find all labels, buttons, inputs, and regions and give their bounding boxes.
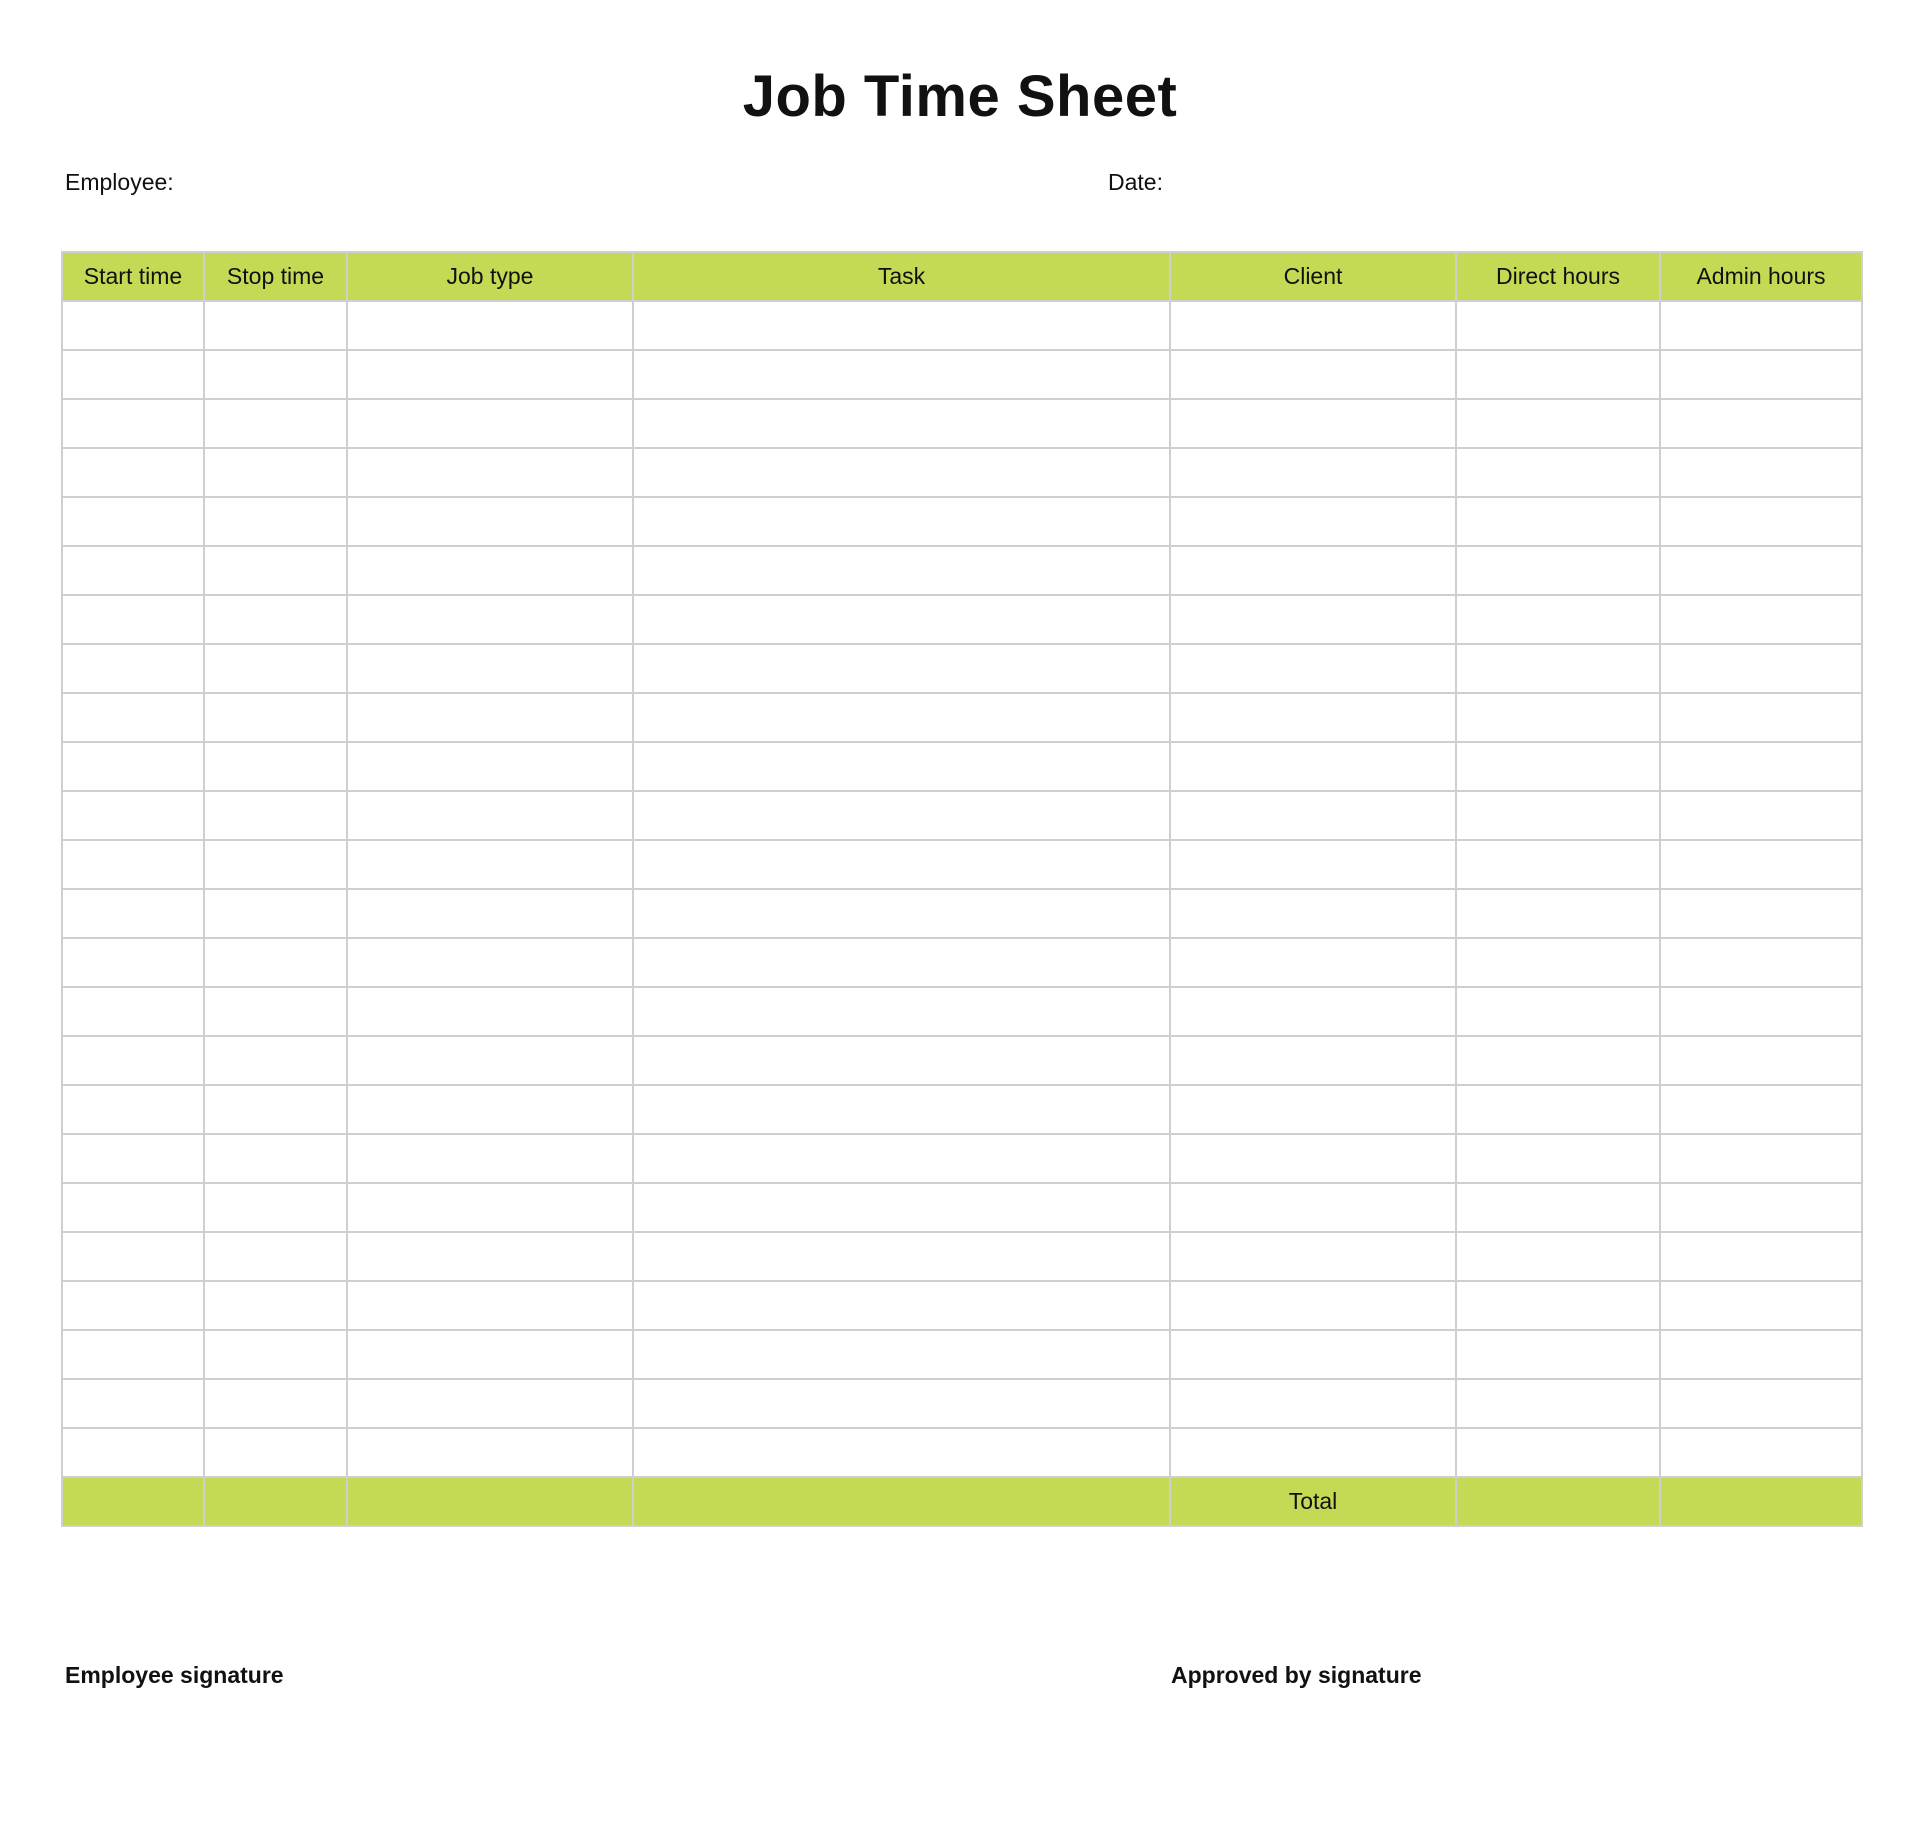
cell-job-type[interactable] [347,1330,633,1379]
cell-job-type[interactable] [347,595,633,644]
cell-stop-time[interactable] [204,693,347,742]
cell-job-type[interactable] [347,546,633,595]
cell-direct-hours[interactable] [1456,742,1660,791]
cell-direct-hours[interactable] [1456,595,1660,644]
cell-direct-hours[interactable] [1456,1428,1660,1477]
cell-start-time[interactable] [62,497,204,546]
cell-client[interactable] [1170,546,1456,595]
cell-start-time[interactable] [62,644,204,693]
cell-client[interactable] [1170,693,1456,742]
cell-job-type[interactable] [347,791,633,840]
cell-start-time[interactable] [62,938,204,987]
column-header-job-type: Job type [347,252,633,301]
cell-task[interactable] [633,301,1170,350]
column-header-start-time: Start time [62,252,204,301]
cell-direct-hours[interactable] [1456,1379,1660,1428]
table-row [62,791,1862,840]
cell-client[interactable] [1170,938,1456,987]
cell-stop-time[interactable] [204,546,347,595]
cell-task[interactable] [633,448,1170,497]
cell-direct-hours[interactable] [1456,693,1660,742]
cell-task[interactable] [633,497,1170,546]
cell-start-time[interactable] [62,693,204,742]
cell-direct-hours[interactable] [1456,1183,1660,1232]
cell-job-type[interactable] [347,1036,633,1085]
cell-admin-hours[interactable] [1660,1281,1862,1330]
table-row [62,644,1862,693]
cell-stop-time[interactable] [204,1379,347,1428]
cell-task[interactable] [633,595,1170,644]
cell-job-type[interactable] [347,1281,633,1330]
column-header-admin-hours: Admin hours [1660,252,1862,301]
table-row [62,938,1862,987]
table-row [62,1428,1862,1477]
cell-job-type[interactable] [347,448,633,497]
cell-client[interactable] [1170,791,1456,840]
cell-task[interactable] [633,350,1170,399]
cell-client[interactable] [1170,987,1456,1036]
cell-client[interactable] [1170,1085,1456,1134]
total-cell-stop-time [204,1477,347,1526]
cell-start-time[interactable] [62,1428,204,1477]
cell-client[interactable] [1170,1036,1456,1085]
table-row [62,1183,1862,1232]
cell-start-time[interactable] [62,301,204,350]
cell-stop-time[interactable] [204,448,347,497]
cell-job-type[interactable] [347,399,633,448]
cell-admin-hours[interactable] [1660,497,1862,546]
cell-direct-hours[interactable] [1456,840,1660,889]
cell-task[interactable] [633,1085,1170,1134]
cell-start-time[interactable] [62,791,204,840]
cell-direct-hours[interactable] [1456,350,1660,399]
cell-stop-time[interactable] [204,1085,347,1134]
cell-direct-hours[interactable] [1456,889,1660,938]
table-body [62,301,1862,1477]
cell-admin-hours[interactable] [1660,742,1862,791]
total-row [62,1477,1862,1526]
cell-task[interactable] [633,1036,1170,1085]
employee-signature-label: Employee signature [65,1662,284,1688]
total-label: Total [1170,1477,1456,1526]
cell-start-time[interactable] [62,546,204,595]
cell-client[interactable] [1170,350,1456,399]
cell-direct-hours[interactable] [1456,399,1660,448]
column-header-client: Client [1170,252,1456,301]
cell-direct-hours[interactable] [1456,1036,1660,1085]
cell-client[interactable] [1170,448,1456,497]
cell-task[interactable] [633,1379,1170,1428]
cell-direct-hours[interactable] [1456,1134,1660,1183]
total-cell-start-time [62,1477,204,1526]
cell-task[interactable] [633,987,1170,1036]
cell-stop-time[interactable] [204,938,347,987]
cell-job-type[interactable] [347,840,633,889]
cell-client[interactable] [1170,1281,1456,1330]
cell-admin-hours[interactable] [1660,595,1862,644]
time-sheet-table [61,251,1863,1527]
cell-direct-hours[interactable] [1456,1281,1660,1330]
cell-task[interactable] [633,938,1170,987]
cell-start-time[interactable] [62,889,204,938]
table-row [62,987,1862,1036]
cell-stop-time[interactable] [204,1183,347,1232]
cell-admin-hours[interactable] [1660,1379,1862,1428]
cell-stop-time[interactable] [204,1330,347,1379]
cell-start-time[interactable] [62,448,204,497]
cell-client[interactable] [1170,840,1456,889]
cell-task[interactable] [633,644,1170,693]
cell-stop-time[interactable] [204,840,347,889]
cell-admin-hours[interactable] [1660,1085,1862,1134]
cell-job-type[interactable] [347,350,633,399]
total-direct-hours-cell[interactable] [1456,1477,1660,1526]
cell-stop-time[interactable] [204,1281,347,1330]
cell-admin-hours[interactable] [1660,1134,1862,1183]
cell-task[interactable] [633,1281,1170,1330]
cell-client[interactable] [1170,1379,1456,1428]
cell-admin-hours[interactable] [1660,399,1862,448]
cell-admin-hours[interactable] [1660,889,1862,938]
cell-stop-time[interactable] [204,742,347,791]
cell-task[interactable] [633,1330,1170,1379]
date-label: Date: [1108,169,1163,195]
cell-stop-time[interactable] [204,1036,347,1085]
cell-admin-hours[interactable] [1660,1183,1862,1232]
cell-direct-hours[interactable] [1456,448,1660,497]
cell-job-type[interactable] [347,938,633,987]
cell-start-time[interactable] [62,399,204,448]
cell-job-type[interactable] [347,497,633,546]
cell-client[interactable] [1170,1134,1456,1183]
total-cell-task [633,1477,1170,1526]
cell-job-type[interactable] [347,1379,633,1428]
cell-start-time[interactable] [62,1183,204,1232]
cell-stop-time[interactable] [204,987,347,1036]
cell-start-time[interactable] [62,1232,204,1281]
cell-stop-time[interactable] [204,595,347,644]
table-row [62,399,1862,448]
cell-stop-time[interactable] [204,1428,347,1477]
cell-task[interactable] [633,399,1170,448]
page-title: Job Time Sheet [742,64,1178,129]
cell-direct-hours[interactable] [1456,987,1660,1036]
cell-stop-time[interactable] [204,350,347,399]
total-admin-hours-cell[interactable] [1660,1477,1862,1526]
table-row [62,1281,1862,1330]
cell-admin-hours[interactable] [1660,448,1862,497]
cell-job-type[interactable] [347,889,633,938]
cell-client[interactable] [1170,1428,1456,1477]
table-row [62,1379,1862,1428]
cell-client[interactable] [1170,742,1456,791]
table-row [62,448,1862,497]
cell-client[interactable] [1170,644,1456,693]
cell-admin-hours[interactable] [1660,1036,1862,1085]
cell-direct-hours[interactable] [1456,644,1660,693]
cell-task[interactable] [633,1428,1170,1477]
employee-label: Employee: [65,169,174,195]
total-cell-job-type [347,1477,633,1526]
cell-stop-time[interactable] [204,399,347,448]
cell-admin-hours[interactable] [1660,987,1862,1036]
approved-by-signature-label: Approved by signature [1171,1662,1422,1688]
cell-task[interactable] [633,1134,1170,1183]
cell-client[interactable] [1170,1330,1456,1379]
cell-admin-hours[interactable] [1660,1232,1862,1281]
cell-start-time[interactable] [62,987,204,1036]
cell-start-time[interactable] [62,1036,204,1085]
cell-job-type[interactable] [347,742,633,791]
column-header-task: Task [633,252,1170,301]
table-row [62,546,1862,595]
cell-job-type[interactable] [347,1428,633,1477]
cell-task[interactable] [633,546,1170,595]
cell-client[interactable] [1170,1183,1456,1232]
cell-start-time[interactable] [62,1330,204,1379]
cell-admin-hours[interactable] [1660,350,1862,399]
cell-start-time[interactable] [62,1134,204,1183]
cell-start-time[interactable] [62,1379,204,1428]
cell-start-time[interactable] [62,742,204,791]
cell-start-time[interactable] [62,1085,204,1134]
header-row [62,252,1862,301]
cell-task[interactable] [633,1232,1170,1281]
cell-direct-hours[interactable] [1456,1085,1660,1134]
cell-stop-time[interactable] [204,1232,347,1281]
cell-job-type[interactable] [347,644,633,693]
column-header-stop-time: Stop time [204,252,347,301]
cell-client[interactable] [1170,301,1456,350]
table-row [62,350,1862,399]
cell-start-time[interactable] [62,840,204,889]
cell-start-time[interactable] [62,595,204,644]
cell-direct-hours[interactable] [1456,1232,1660,1281]
table-row [62,301,1862,350]
column-header-direct-hours: Direct hours [1456,252,1660,301]
table-row [62,1085,1862,1134]
cell-stop-time[interactable] [204,644,347,693]
cell-admin-hours[interactable] [1660,301,1862,350]
cell-job-type[interactable] [347,1085,633,1134]
cell-admin-hours[interactable] [1660,693,1862,742]
cell-job-type[interactable] [347,1134,633,1183]
cell-stop-time[interactable] [204,301,347,350]
cell-job-type[interactable] [347,693,633,742]
cell-admin-hours[interactable] [1660,1330,1862,1379]
cell-client[interactable] [1170,1232,1456,1281]
table-row [62,1232,1862,1281]
table-row [62,595,1862,644]
cell-job-type[interactable] [347,1232,633,1281]
cell-direct-hours[interactable] [1456,1330,1660,1379]
cell-client[interactable] [1170,399,1456,448]
cell-job-type[interactable] [347,1183,633,1232]
table-row [62,840,1862,889]
table-row [62,1036,1862,1085]
cell-admin-hours[interactable] [1660,840,1862,889]
table-row [62,742,1862,791]
table-row [62,889,1862,938]
cell-admin-hours[interactable] [1660,791,1862,840]
cell-direct-hours[interactable] [1456,301,1660,350]
cell-job-type[interactable] [347,987,633,1036]
cell-direct-hours[interactable] [1456,497,1660,546]
cell-start-time[interactable] [62,350,204,399]
cell-job-type[interactable] [347,301,633,350]
table-row [62,497,1862,546]
cell-stop-time[interactable] [204,1134,347,1183]
cell-admin-hours[interactable] [1660,546,1862,595]
cell-admin-hours[interactable] [1660,938,1862,987]
cell-task[interactable] [633,889,1170,938]
cell-direct-hours[interactable] [1456,938,1660,987]
cell-stop-time[interactable] [204,497,347,546]
cell-direct-hours[interactable] [1456,546,1660,595]
cell-task[interactable] [633,1183,1170,1232]
cell-task[interactable] [633,742,1170,791]
cell-direct-hours[interactable] [1456,791,1660,840]
table-row [62,1134,1862,1183]
cell-client[interactable] [1170,497,1456,546]
table-row [62,1330,1862,1379]
cell-admin-hours[interactable] [1660,644,1862,693]
cell-client[interactable] [1170,889,1456,938]
cell-stop-time[interactable] [204,791,347,840]
cell-start-time[interactable] [62,1281,204,1330]
cell-task[interactable] [633,693,1170,742]
cell-task[interactable] [633,840,1170,889]
cell-client[interactable] [1170,595,1456,644]
table-row [62,693,1862,742]
cell-admin-hours[interactable] [1660,1428,1862,1477]
cell-stop-time[interactable] [204,889,347,938]
cell-task[interactable] [633,791,1170,840]
